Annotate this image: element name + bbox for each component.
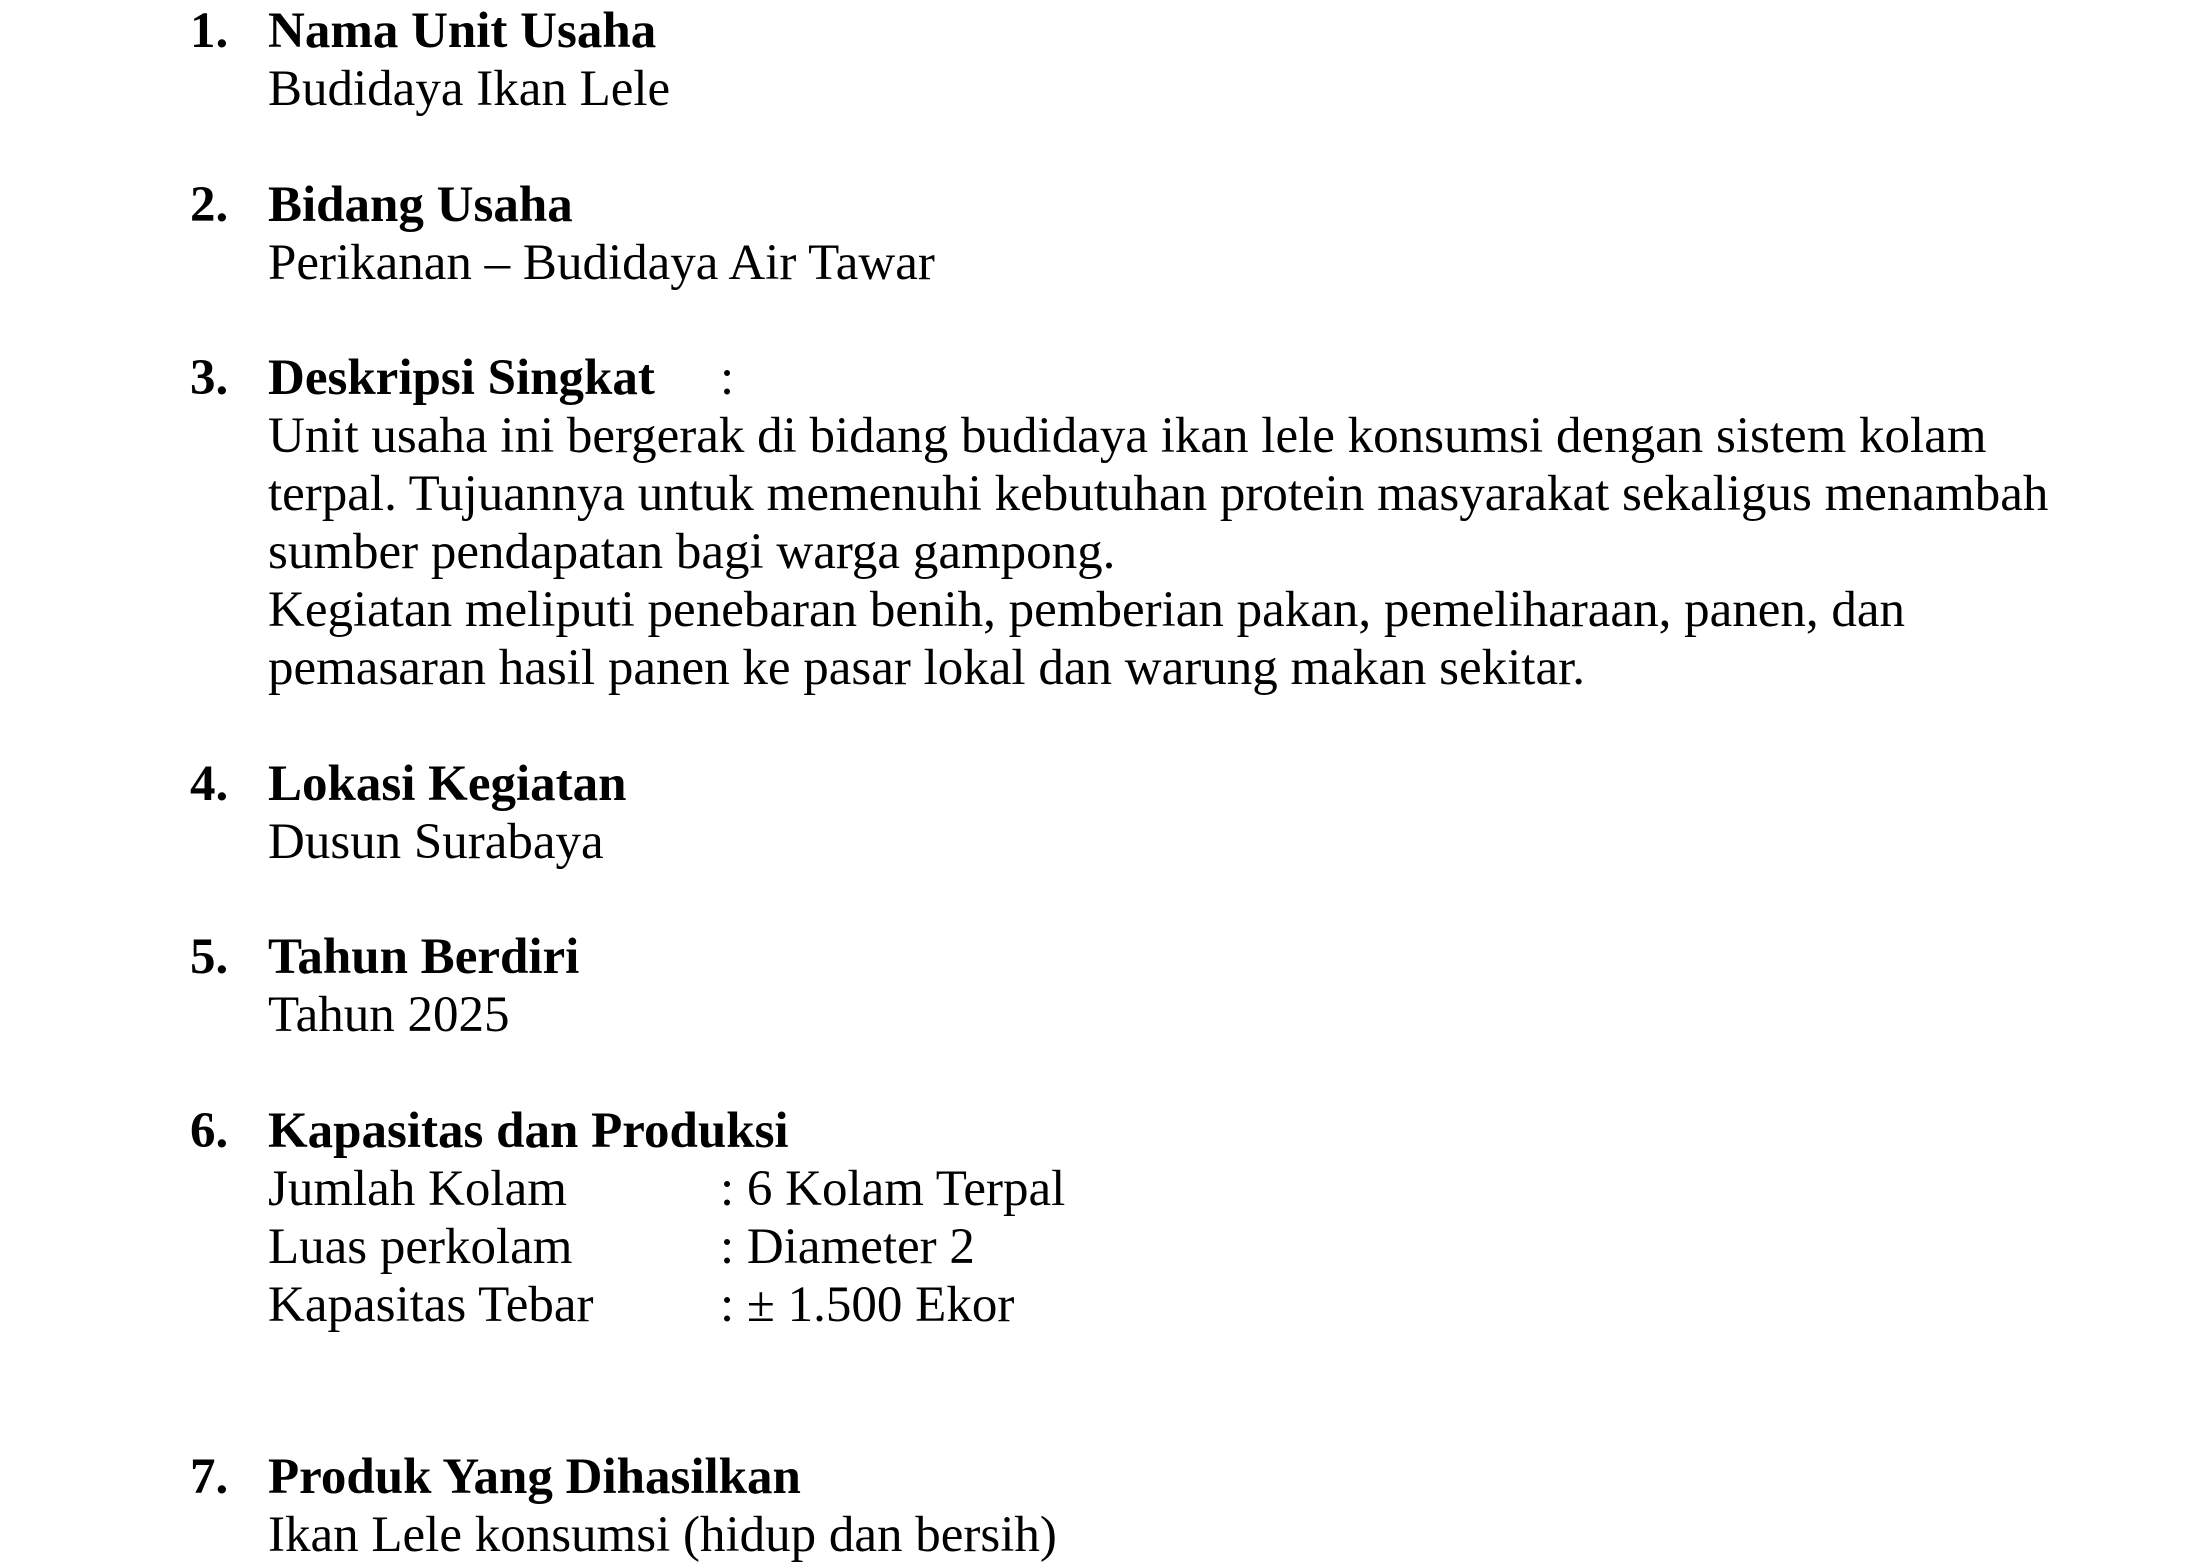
body-line: Unit usaha ini bergerak di bidang budidaya ikan lele konsumsi dengan sistem kolam — [268, 408, 1987, 464]
body-line: Perikanan – Budidaya Air Tawar — [268, 235, 935, 291]
kv-value: : Diameter 2 — [720, 1219, 975, 1275]
body-line: Ikan Lele konsumsi (hidup dan bersih) — [268, 1507, 1057, 1563]
section-number: 7. — [190, 1449, 229, 1505]
section-body — [268, 986, 509, 1044]
section-heading: Produk Yang Dihasilkan — [268, 1449, 801, 1505]
section-number: 2. — [190, 177, 229, 233]
body-line: terpal. Tujuannya untuk memenuhi kebutuhan protein masyarakat sekaligus menambah — [268, 466, 2049, 522]
kv-label: Luas perkolam — [268, 1219, 573, 1275]
kv-row-luas-perkolam — [268, 1218, 1668, 1276]
kv-value: : ± 1.500 Ekor — [720, 1277, 1015, 1333]
section-body — [268, 234, 935, 292]
section-body — [268, 813, 604, 871]
section-number: 5. — [190, 929, 229, 985]
body-line: Kegiatan meliputi penebaran benih, pemberian pakan, pemeliharaan, panen, dan — [268, 582, 1905, 638]
body-line: pemasaran hasil panen ke pasar lokal dan warung makan sekitar. — [268, 640, 1586, 696]
body-line: Budidaya Ikan Lele — [268, 61, 671, 117]
section-body — [268, 1506, 1057, 1564]
kv-label: Jumlah Kolam — [268, 1161, 567, 1217]
section-heading: Lokasi Kegiatan — [268, 756, 627, 812]
kv-row-kapasitas-tebar — [268, 1276, 1668, 1334]
section-heading: Tahun Berdiri — [268, 929, 580, 985]
body-line: Dusun Surabaya — [268, 814, 604, 870]
body-line: sumber pendapatan bagi warga gampong. — [268, 524, 1116, 580]
section-number: 3. — [190, 350, 229, 406]
section-number: 1. — [190, 3, 229, 59]
kv-row-jumlah-kolam — [268, 1160, 1668, 1218]
kv-value: : 6 Kolam Terpal — [720, 1161, 1066, 1217]
section-heading: Deskripsi Singkat — [268, 350, 655, 406]
section-body — [268, 407, 2048, 697]
section-number: 4. — [190, 756, 229, 812]
section-number: 6. — [190, 1103, 229, 1159]
section-heading: Kapasitas dan Produksi — [268, 1103, 789, 1159]
section-heading: Nama Unit Usaha — [268, 3, 657, 59]
kv-label: Kapasitas Tebar — [268, 1277, 594, 1333]
heading-colon: : — [720, 350, 735, 406]
body-line: Tahun 2025 — [268, 987, 510, 1043]
section-body — [268, 60, 670, 118]
section-heading: Bidang Usaha — [268, 177, 573, 233]
section-body — [268, 1160, 1668, 1334]
